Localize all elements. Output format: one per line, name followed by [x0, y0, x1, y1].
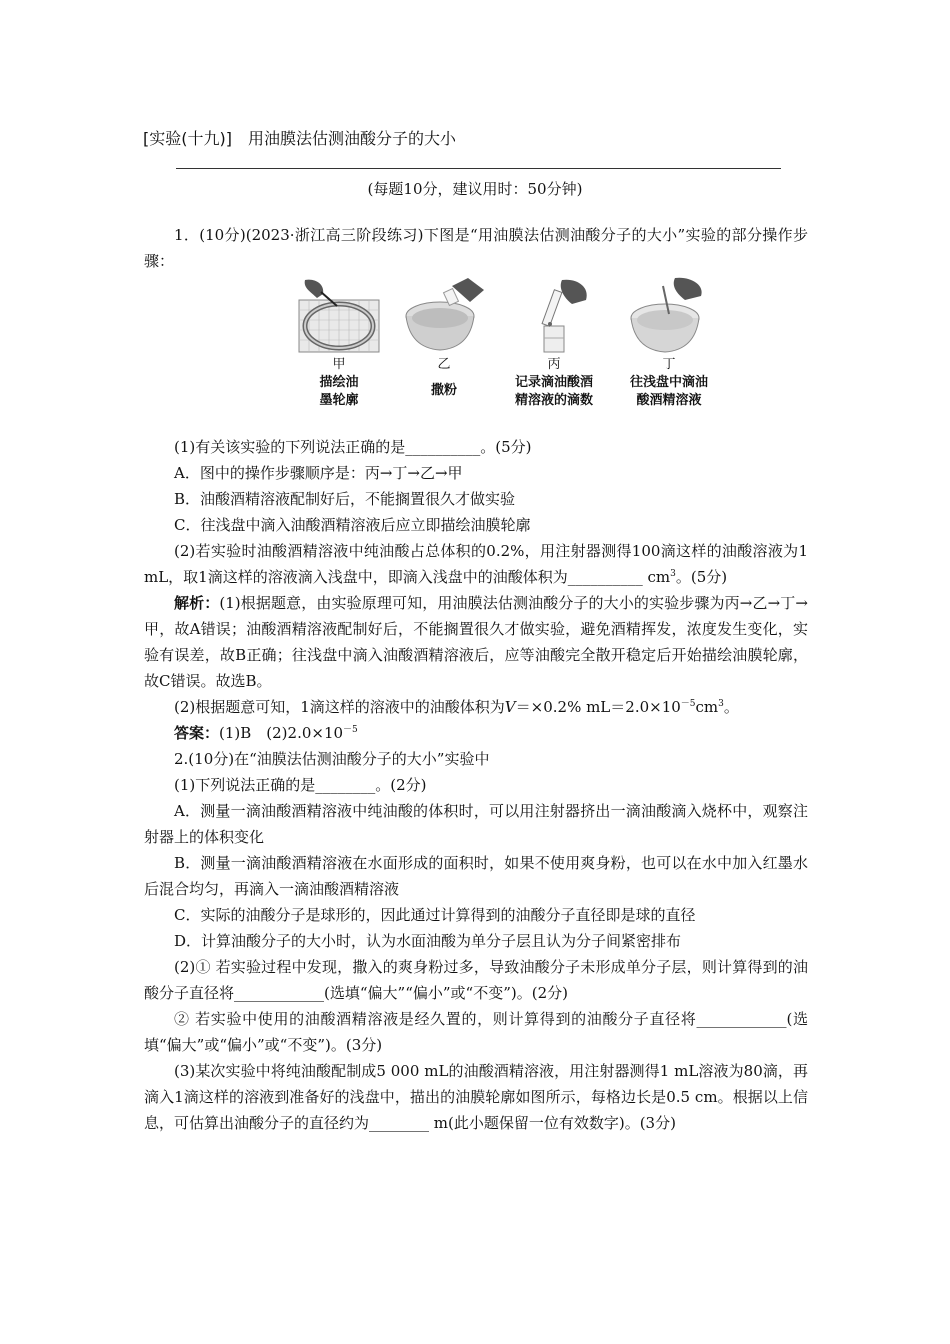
caption-line: 描绘油 — [319, 375, 359, 390]
q2-option-a: A．测量一滴油酸酒精溶液中纯油酸的体积时，可以用注射器挤出一滴油酸滴入烧杯中，观察注射器上的体积变化 — [144, 802, 808, 846]
caption-line: 精溶液的滴数 — [514, 393, 593, 408]
caption-line: 酸酒精溶液 — [636, 393, 702, 408]
time-hint: (每题10分，建议用时：50分钟) — [367, 180, 583, 198]
dropping-solution-illustration — [625, 276, 713, 356]
q1-answer — [144, 720, 808, 746]
q1-stem: 1．(10分)(2023·浙江高三阶段练习)下图是“用油膜法估测油酸分子的大小”实验的部分操作步骤： — [144, 226, 808, 270]
q1-option-c: C．往浅盘中滴入油酸酒精溶液后应立即描绘油膜轮廓 — [174, 516, 531, 534]
q1-analysis — [144, 590, 808, 694]
answer-text: (1)B (2)2.0×10 — [219, 724, 344, 742]
analysis2-mid: ＝×0.2% mL＝2.0×10 — [515, 698, 681, 716]
analysis2-variable: V — [504, 698, 516, 716]
sprinkling-powder-illustration — [400, 276, 488, 356]
analysis-text: (1)根据题意，由实验原理可知，用油膜法估测油酸分子的大小的实验步骤为丙→乙→丁→甲，故A错误；油酸酒精溶液配制好后，不能搁置很久才做实验，避免酒精挥发，浓度发生变化，实验有误差，故B正确；往浅盘中滴入油酸酒精溶液后，应等油酸完全散开稳定后开始描绘油膜轮廓，故C错误。故选B。 — [144, 594, 808, 690]
figure-yi-label: 乙 — [437, 357, 451, 372]
q1-figure — [144, 276, 808, 426]
q2-option-d: D．计算油酸分子的大小时，认为水面油酸为单分子层且认为分子间紧密排布 — [174, 932, 682, 950]
superscript: －5 — [343, 725, 358, 735]
q1-part2-text: (2)若实验时油酸酒精溶液中纯油酸占总体积的0.2%，用注射器测得100滴这样的油酸溶液为1 mL，取1滴这样的溶液滴入浅盘中，即滴入浅盘中的油酸体积为__________ cm — [144, 542, 808, 586]
figure-ding — [614, 276, 724, 410]
superscript: 3 — [718, 699, 724, 709]
figure-bing-label: 丙 — [547, 357, 561, 372]
q2-stem: 2.(10分)在“油膜法估测油酸分子的大小”实验中 — [174, 750, 490, 768]
figure-bing — [499, 276, 609, 410]
caption-line: 记录滴油酸酒 — [514, 375, 593, 390]
q1-part1: (1)有关该实验的下列说法正确的是__________。(5分) — [174, 438, 532, 456]
q2-part2a: (2)① 若实验过程中发现，撒入的爽身粉过多，导致油酸分子未形成单分子层，则计算得到的油酸分子直径将____________(选填“偏大”“偏小”或“不变”)。(2分) — [144, 958, 808, 1002]
figure-ding-label: 丁 — [662, 357, 676, 372]
caption-line: 墨轮廓 — [319, 393, 359, 408]
q2-option-b: B．测量一滴油酸酒精溶液在水面形成的面积时，如果不使用爽身粉，也可以在水中加入红墨水后混合均匀，再滴入一滴油酸酒精溶液 — [144, 854, 808, 898]
counting-drops-illustration — [510, 276, 598, 356]
q2-part1: (1)下列说法正确的是________。(2分) — [174, 776, 427, 794]
analysis-label: 解析： — [174, 594, 220, 612]
q1-part2-tail: 。(5分) — [675, 568, 728, 586]
q1-analysis-2 — [144, 694, 808, 720]
content — [144, 222, 808, 1136]
caption-line: 往浅盘中滴油 — [629, 375, 708, 390]
figure-ding-caption — [614, 374, 724, 410]
figure-jia-label: 甲 — [332, 357, 346, 372]
tracing-outline-illustration — [295, 276, 383, 356]
q2-option-c: C．实际的油酸分子是球形的，因此通过计算得到的油酸分子直径即是球的直径 — [174, 906, 696, 924]
analysis2-pre: (2)根据题意可知，1滴这样的溶液中的油酸体积为 — [174, 698, 505, 716]
superscript: 3 — [670, 569, 676, 579]
analysis2-end: 。 — [723, 698, 739, 716]
q2-part3: (3)某次实验中将纯油酸配制成5 000 mL的油酸酒精溶液，用注射器测得1 mL溶液为80滴，再滴入1滴这样的溶液到准备好的浅盘中，描出的油膜轮廓如图所示，每格边长是0.5 cm。根据以上信息，可估算出油酸分子的直径约为________ m(此小题保留一位有效数字)。(3分) — [144, 1062, 808, 1132]
q1-option-b: B．油酸酒精溶液配制好后，不能搁置很久才做实验 — [174, 490, 516, 508]
q1-part2 — [144, 538, 808, 590]
figure-jia-caption — [284, 374, 394, 410]
caption-line: 撒粉 — [430, 383, 457, 398]
q1-option-a: A．图中的操作步骤顺序是：丙→丁→乙→甲 — [174, 464, 463, 482]
figure-bing-caption — [499, 374, 609, 410]
title-divider — [176, 168, 781, 169]
figure-jia — [284, 276, 394, 410]
figure-yi-caption — [389, 374, 499, 400]
figure-yi — [389, 276, 499, 400]
answer-label: 答案： — [174, 724, 220, 742]
superscript: －5 — [680, 699, 696, 709]
analysis2-unit: cm — [695, 698, 719, 716]
page-title: [实验(十九)] 用油膜法估测油酸分子的大小 — [143, 129, 456, 148]
q2-part2b: ② 若实验中使用的油酸酒精溶液是经久置的，则计算得到的油酸分子直径将____________(选填“偏大”或“偏小”或“不变”)。(3分) — [144, 1010, 808, 1054]
